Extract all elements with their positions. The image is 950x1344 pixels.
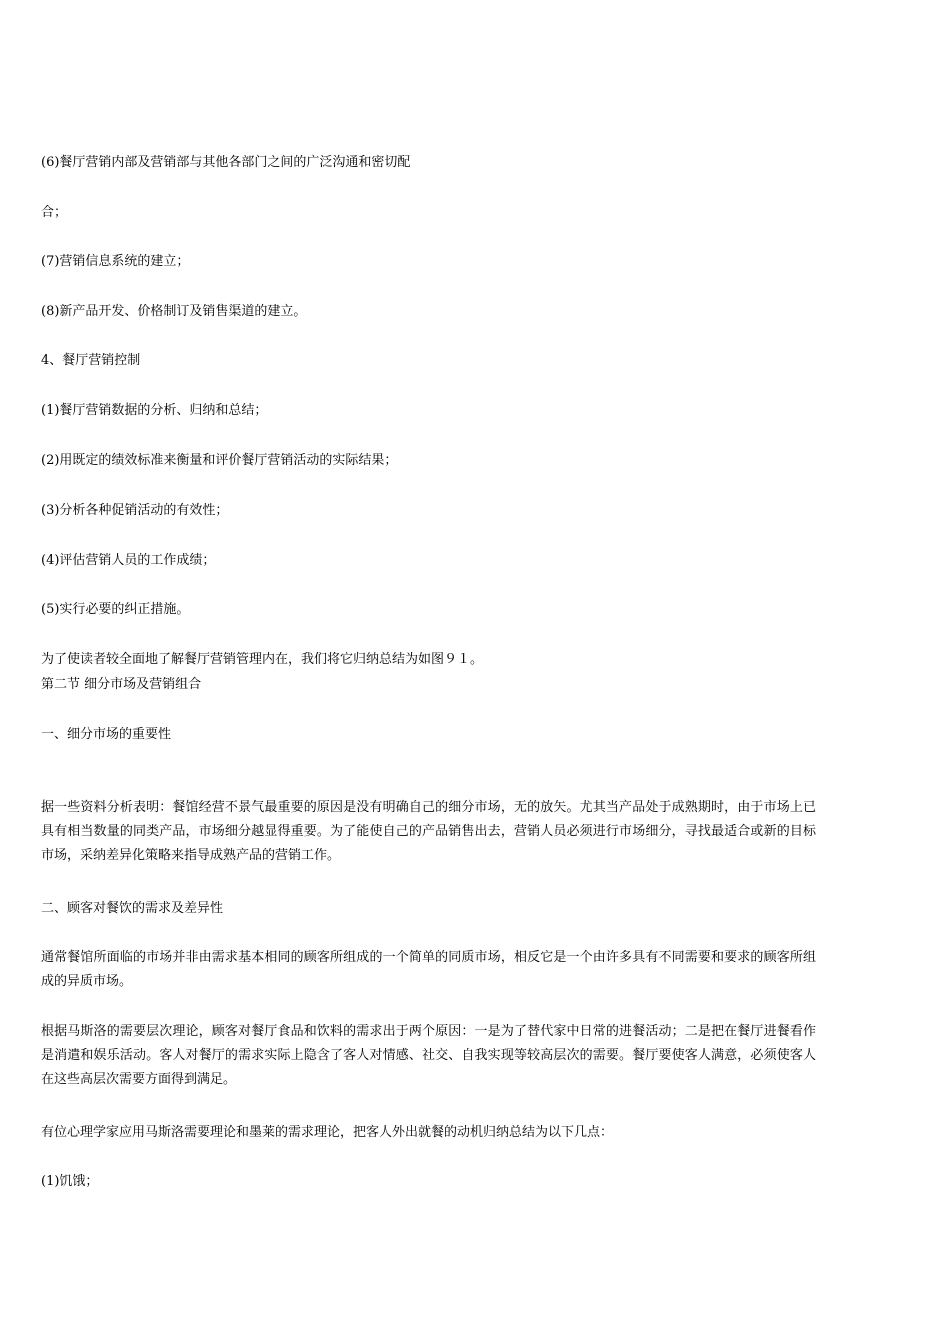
paragraph: 为了使读者较全面地了解餐厅营销管理内在，我们将它归纳总结为如图９１。 xyxy=(41,652,484,667)
section-title: 第二节 细分市场及营销组合 xyxy=(41,677,202,692)
paragraph: 据一些资料分析表明：餐馆经营不景气最重要的原因是没有明确自己的细分市场，无的放矢。尤其当产品处于成熟期时，由于市场上已具有相当数量的同类产品，市场细分越显得重要。为了能使自己的产品销售出去，营销人员必须进行市场细分，寻找最适合或新的目标市场，采纳差异化策略来指导成熟产品的营销工作。 xyxy=(41,800,816,863)
list-item: (2)用既定的绩效标准来衡量和评价餐厅营销活动的实际结果； xyxy=(41,453,398,468)
list-item: (3)分析各种促销活动的有效性； xyxy=(41,503,229,518)
section-heading: 二、顾客对餐饮的需求及差异性 xyxy=(41,901,224,916)
section-heading: 4、餐厅营销控制 xyxy=(41,353,141,368)
paragraph: 根据马斯洛的需要层次理论，顾客对餐厅食品和饮料的需求出于两个原因：一是为了替代家中日常的进餐活动；二是把在餐厅进餐看作是消遣和娱乐活动。客人对餐厅的需求实际上隐含了客人对情感、社交、自我实现等较高层次的需要。餐厅要使客人满意，必须使客人在这些高层次需要方面得到满足。 xyxy=(41,1024,816,1087)
list-item: (4)评估营销人员的工作成绩； xyxy=(41,553,216,568)
section-heading: 一、细分市场的重要性 xyxy=(41,727,172,742)
list-item: (5)实行必要的纠正措施。 xyxy=(41,602,190,617)
list-item: (7)营销信息系统的建立； xyxy=(41,254,190,269)
list-item: (8)新产品开发、价格制订及销售渠道的建立。 xyxy=(41,304,307,319)
paragraph: 通常餐馆所面临的市场并非由需求基本相同的顾客所组成的一个简单的同质市场，相反它是一个由许多具有不同需要和要求的顾客所组成的异质市场。 xyxy=(41,950,816,989)
paragraph: 有位心理学家应用马斯洛需要理论和墨莱的需求理论，把客人外出就餐的动机归纳总结为以下几点： xyxy=(41,1125,614,1140)
list-item: (1)饥饿； xyxy=(41,1174,99,1189)
list-item: (6)餐厅营销内部及营销部与其他各部门之间的广泛沟通和密切配 xyxy=(41,155,411,170)
list-item: (1)餐厅营销数据的分析、归纳和总结； xyxy=(41,403,268,418)
list-item: 合； xyxy=(41,205,68,220)
